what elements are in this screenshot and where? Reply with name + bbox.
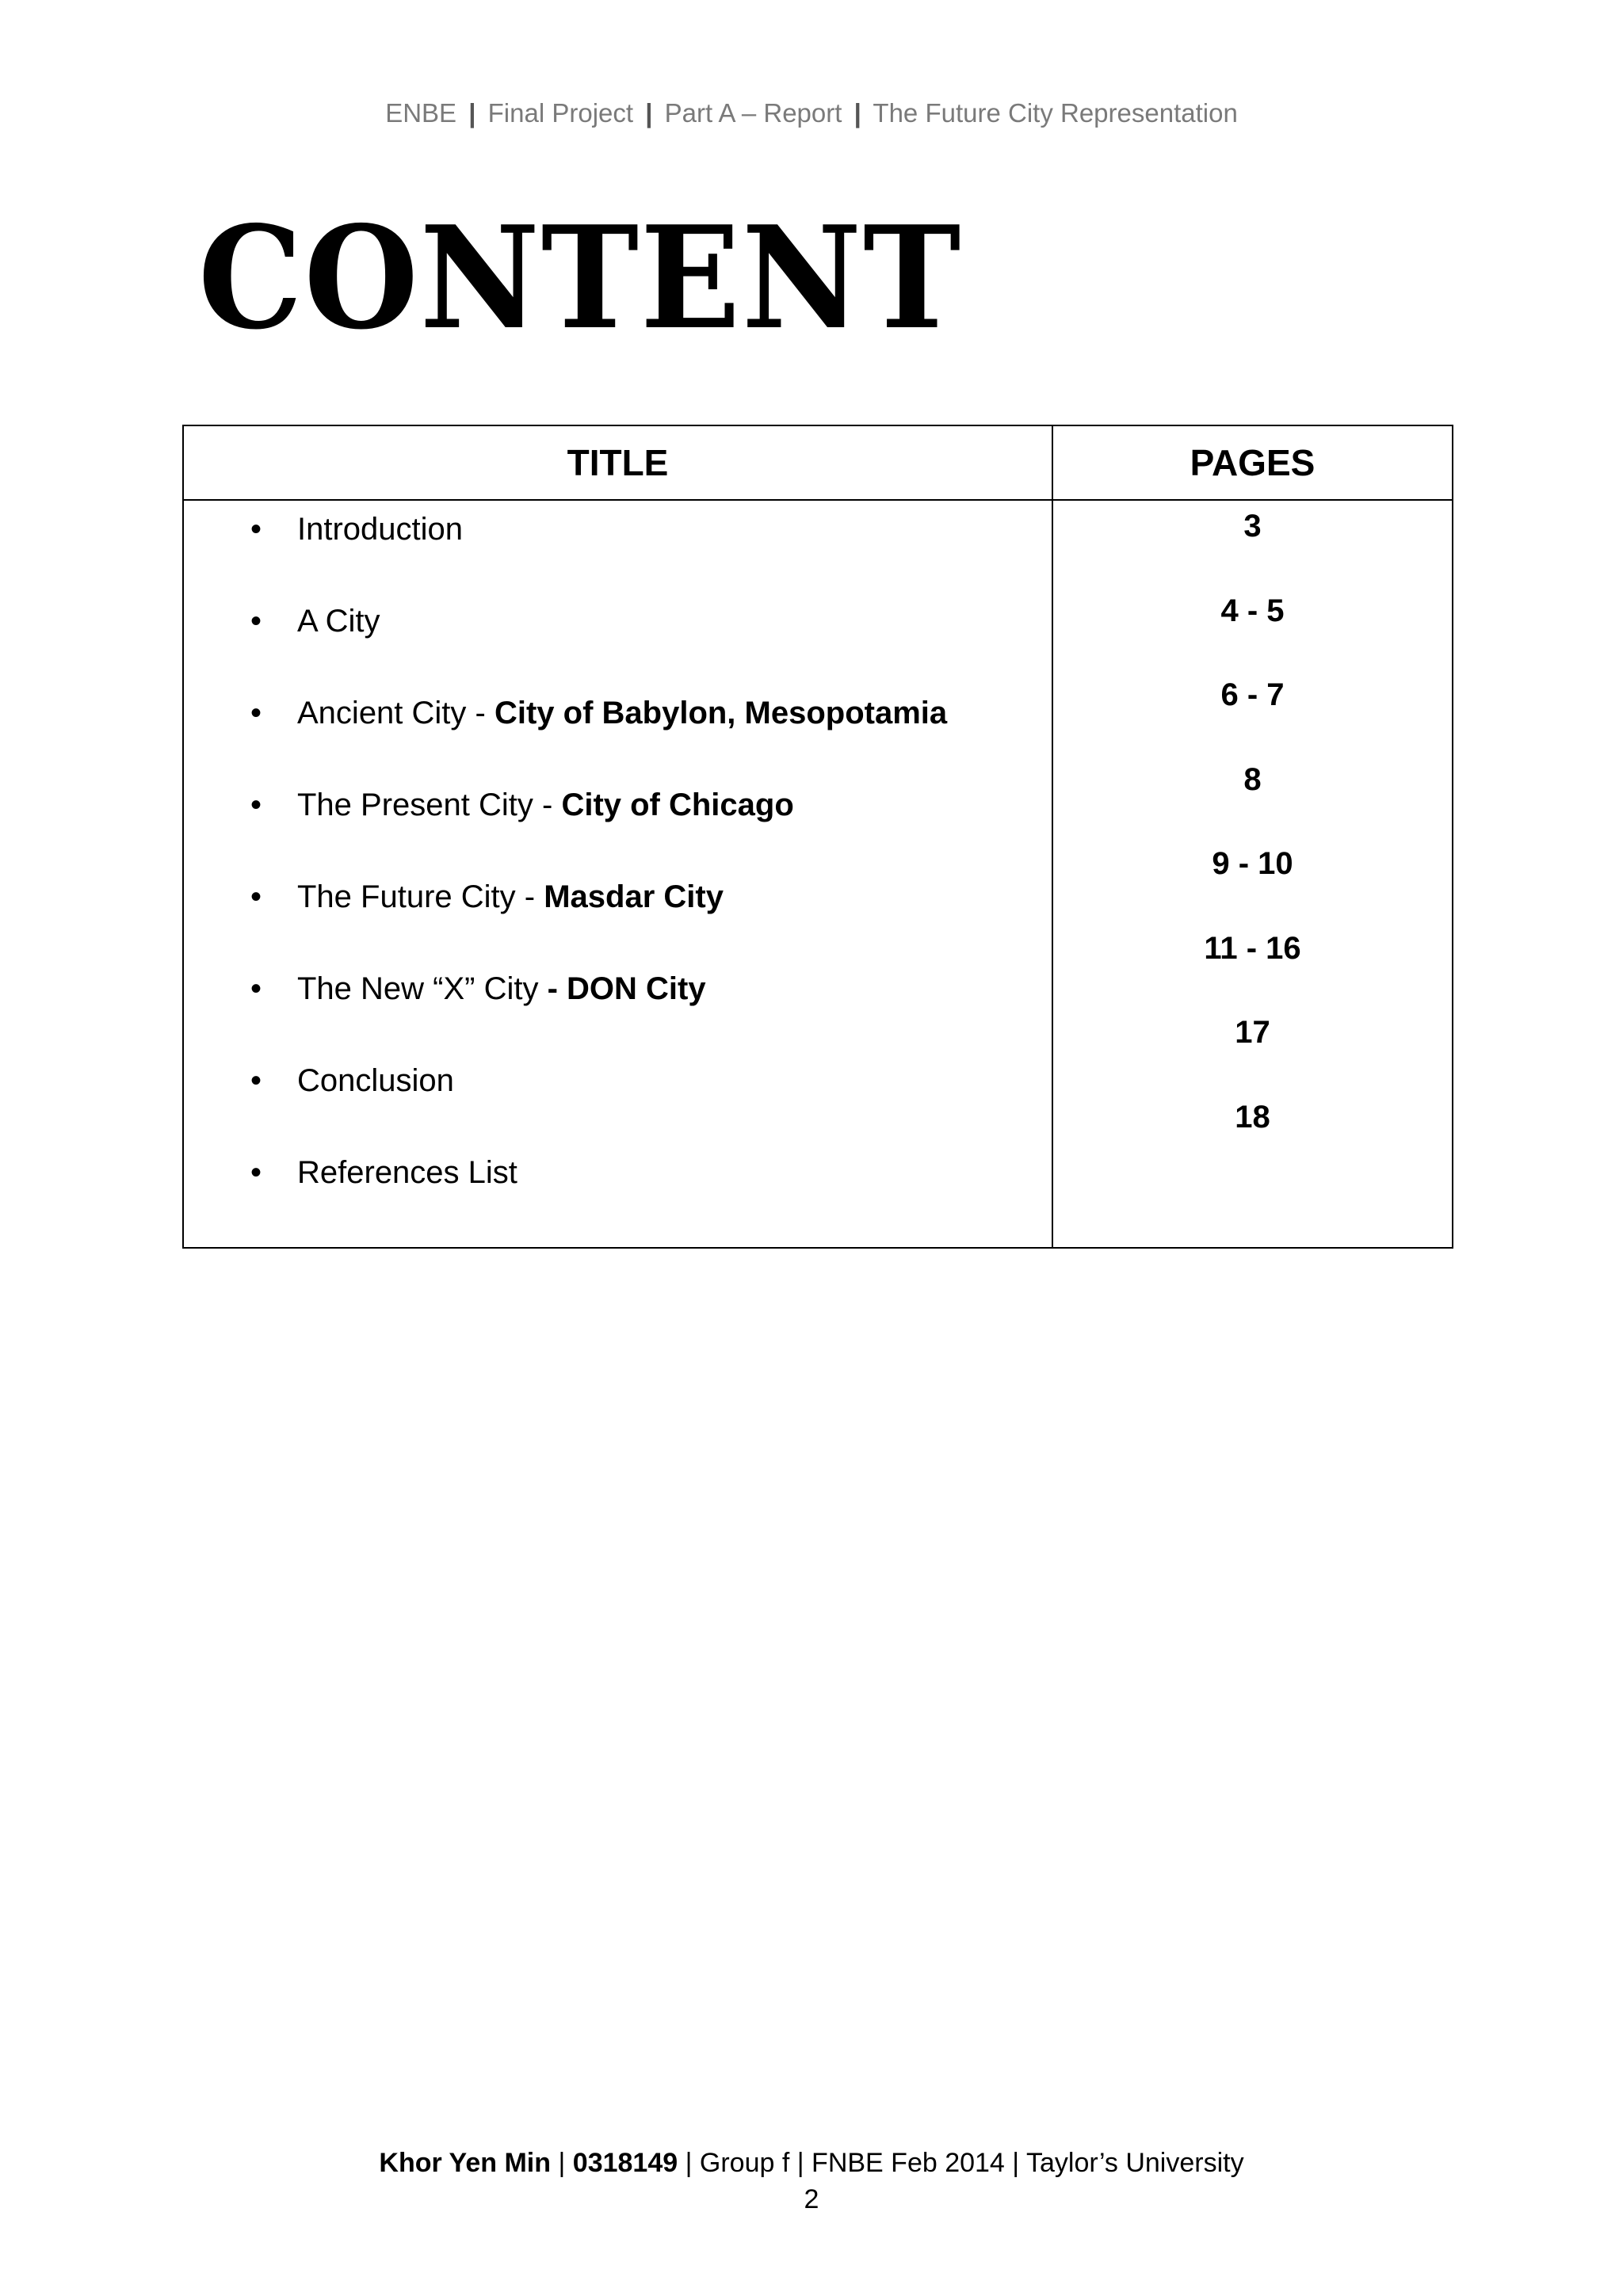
footer-separator: | (1012, 2148, 1020, 2178)
footer-group: Group f (699, 2148, 790, 2178)
page-range: 18 (1235, 1099, 1270, 1135)
table-header-row (183, 425, 1453, 500)
page-range: 3 (1243, 509, 1262, 543)
footer-separator: | (558, 2148, 566, 2178)
pages-list (1053, 501, 1452, 1184)
bullet-icon: • (250, 512, 262, 547)
footer-university: Taylor’s University (1025, 2148, 1244, 2178)
toc-entry-a-city (184, 604, 1052, 696)
toc-entry-bold-label: - DON City (547, 971, 706, 1006)
toc-entry-label: Introduction (297, 512, 464, 547)
toc-entry-present-city (184, 788, 1052, 879)
pages-cell (1052, 500, 1453, 1248)
page-range: 8 (1243, 761, 1262, 797)
toc-entry-label: A City (297, 604, 380, 639)
toc-entry-label: The New “X” City (297, 971, 548, 1006)
footer-program: FNBE Feb 2014 (812, 2148, 1005, 2178)
toc-entry-label: Ancient City - (297, 696, 495, 730)
header-separator: | (645, 98, 653, 128)
toc-entry-bold-label: City of Chicago (561, 788, 794, 822)
bullet-icon: • (250, 879, 262, 914)
bullet-icon: • (250, 696, 262, 730)
page-range: 4 - 5 (1220, 593, 1285, 628)
toc-entry-bold-label: City of Babylon, Mesopotamia (494, 696, 948, 730)
header-separator: | (468, 98, 476, 128)
page-range: 17 (1235, 1015, 1270, 1050)
header-project: Final Project (487, 98, 634, 128)
column-header-title: TITLE (183, 425, 1052, 500)
toc-entry-label: References List (297, 1155, 517, 1190)
page-range: 6 - 7 (1220, 677, 1285, 712)
toc-entry-label: Conclusion (297, 1063, 454, 1098)
toc-entry-ancient-city (184, 696, 1052, 788)
titles-list (184, 501, 1052, 1247)
page-header (0, 98, 1623, 128)
toc-entry-conclusion (184, 1063, 1052, 1155)
bullet-icon: • (250, 788, 262, 822)
titles-cell (183, 500, 1052, 1248)
toc-entry-bold-label: Masdar City (544, 879, 724, 914)
toc-entry-introduction (184, 512, 1052, 604)
footer-separator: | (685, 2148, 693, 2178)
toc-entry-label: The Present City - (297, 788, 562, 822)
table-body-row (183, 500, 1453, 1248)
footer-separator: | (796, 2148, 804, 2178)
page-number: 2 (804, 2184, 819, 2214)
header-part: Part A – Report (664, 98, 842, 128)
toc-entry-new-x-city (184, 971, 1052, 1063)
bullet-icon: • (250, 971, 262, 1006)
column-header-pages: PAGES (1052, 425, 1453, 500)
bullet-icon: • (250, 1063, 262, 1098)
table-of-contents (182, 425, 1453, 1249)
page-range: 9 - 10 (1212, 846, 1293, 881)
page-title: CONTENT (198, 195, 963, 360)
footer-student-id: 0318149 (572, 2148, 678, 2178)
footer-author-name: Khor Yen Min (379, 2148, 552, 2178)
bullet-icon: • (250, 1155, 262, 1190)
header-separator: | (854, 98, 861, 128)
header-course: ENBE (385, 98, 457, 128)
page-footer (0, 2145, 1623, 2180)
toc-entry-future-city (184, 879, 1052, 971)
page-range: 11 - 16 (1204, 930, 1301, 966)
bullet-icon: • (250, 604, 262, 639)
header-topic: The Future City Representation (873, 98, 1238, 128)
toc-entry-references (184, 1155, 1052, 1247)
toc-entry-label: The Future City - (297, 879, 544, 914)
